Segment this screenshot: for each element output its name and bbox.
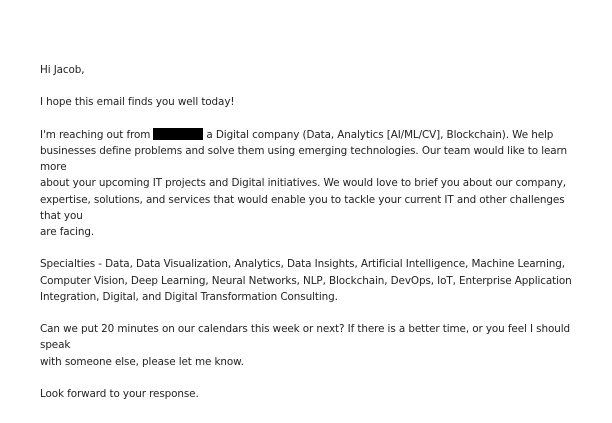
greeting: Hi Jacob, xyxy=(40,64,85,76)
specialties-line-2: Computer Vision, Deep Learning, Neural Networks, NLP, Blockchain, DevOps, IoT, Enterprise Application xyxy=(40,274,572,287)
specialties-paragraph xyxy=(40,256,580,305)
meeting-paragraph xyxy=(40,321,580,370)
intro-paragraph xyxy=(40,127,580,240)
intro-line-1-end: a Digital company (Data, Analytics [AI/ML/CV], Blockchain). We help xyxy=(206,128,554,141)
email-body xyxy=(40,62,580,418)
closing-line: Look forward to your response. xyxy=(40,387,199,400)
specialties-line-3: Integration, Digital, and Digital Transformation Consulting. xyxy=(40,290,338,303)
redacted-company-name xyxy=(153,128,203,140)
specialties-line-1: Specialties - Data, Data Visualization, Analytics, Data Insights, Artificial Intelligence, Machine Learning, xyxy=(40,258,565,271)
intro-line-1-start: I'm reaching out from xyxy=(40,128,154,141)
intro-line-1 xyxy=(40,127,580,143)
opening-line: I hope this email finds you well today! xyxy=(40,96,235,109)
intro-line-5: are facing. xyxy=(40,226,95,238)
meeting-line-2: with someone else, please let me know. xyxy=(40,355,244,368)
intro-line-3: about your upcoming IT projects and Digital initiatives. We would love to brief you about our company, xyxy=(40,177,566,190)
meeting-line-1: Can we put 20 minutes on our calendars this week or next? If there is a better time, or you feel I should speak xyxy=(40,323,570,352)
intro-line-2: businesses define problems and solve them using emerging technologies. Our team would like to learn more xyxy=(40,144,568,174)
intro-line-4: expertise, solutions, and services that would enable you to tackle your current IT and other challenges that you xyxy=(40,193,565,222)
